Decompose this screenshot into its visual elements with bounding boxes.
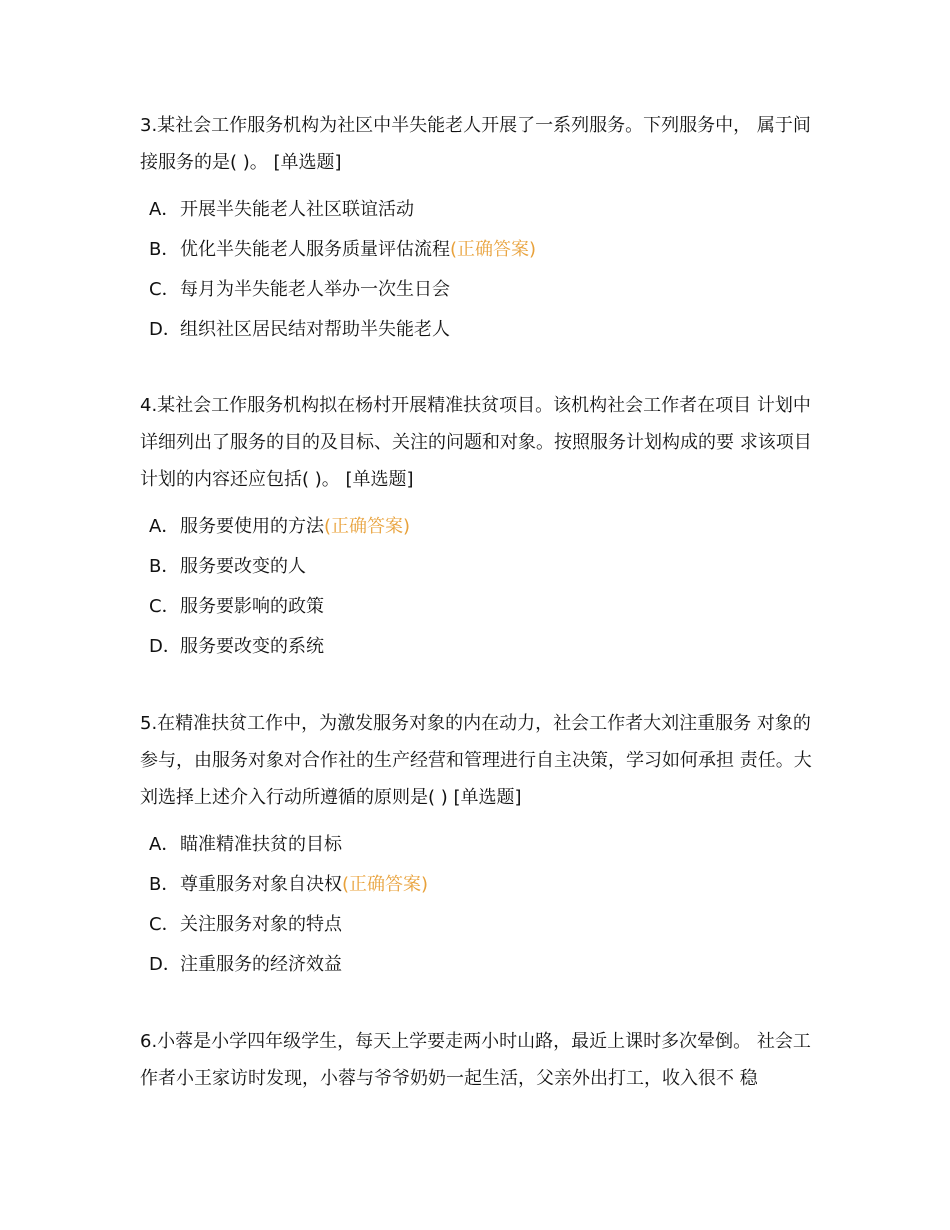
question-4 (140, 387, 820, 667)
correct-answer-mark: (正确答案) (324, 516, 411, 537)
correct-answer-mark: (正确答案) (342, 874, 429, 895)
option-a: A．服务要使用的方法(正确答案) (149, 516, 411, 537)
option-c: C．每月为半失能老人举办一次生日会 (149, 279, 450, 300)
question-6 (140, 1023, 820, 1097)
question-3 (140, 107, 820, 350)
option-d: D．组织社区居民结对帮助半失能老人 (149, 319, 450, 340)
option-b: B．优化半失能老人服务质量评估流程(正确答案) (149, 239, 537, 260)
option-b: B．服务要改变的人 (149, 556, 306, 577)
option-d: D．注重服务的经济效益 (149, 954, 342, 975)
question-text: 3.某社会工作服务机构为社区中半失能老人开展了一系列服务。下列服务中， 属于间接服务的是( )。 [单选题] (140, 115, 811, 173)
option-d: D．服务要改变的系统 (149, 636, 324, 657)
question-text: 4.某社会工作服务机构拟在杨村开展精准扶贫项目。该机构社会工作者在项目 计划中详细列出了服务的目的及目标、关注的问题和对象。按照服务计划构成的要 求该项目计划的内容还应包括( )。 [单选题] (140, 395, 812, 490)
option-list (140, 190, 820, 350)
question-5 (140, 705, 820, 985)
question-text: 5.在精准扶贫工作中，为激发服务对象的内在动力，社会工作者大刘注重服务 对象的参与，由服务对象对合作社的生产经营和管理进行自主决策，学习如何承担 责任。大刘选择上述介入行动所遵循的原则是( ) [单选题] (140, 713, 812, 808)
option-list (140, 825, 820, 985)
correct-answer-mark: (正确答案) (450, 239, 537, 260)
question-text: 6.小蓉是小学四年级学生，每天上学要走两小时山路，最近上课时多次晕倒。 社会工作者小王家访时发现，小蓉与爷爷奶奶一起生活，父亲外出打工，收入很不 稳 (140, 1031, 811, 1089)
option-c: C．关注服务对象的特点 (149, 914, 342, 935)
option-list (140, 507, 820, 667)
option-b: B．尊重服务对象自决权(正确答案) (149, 874, 429, 895)
option-c: C．服务要影响的政策 (149, 596, 324, 617)
option-a: A．瞄准精准扶贫的目标 (149, 834, 342, 855)
option-a: A．开展半失能老人社区联谊活动 (149, 199, 414, 220)
